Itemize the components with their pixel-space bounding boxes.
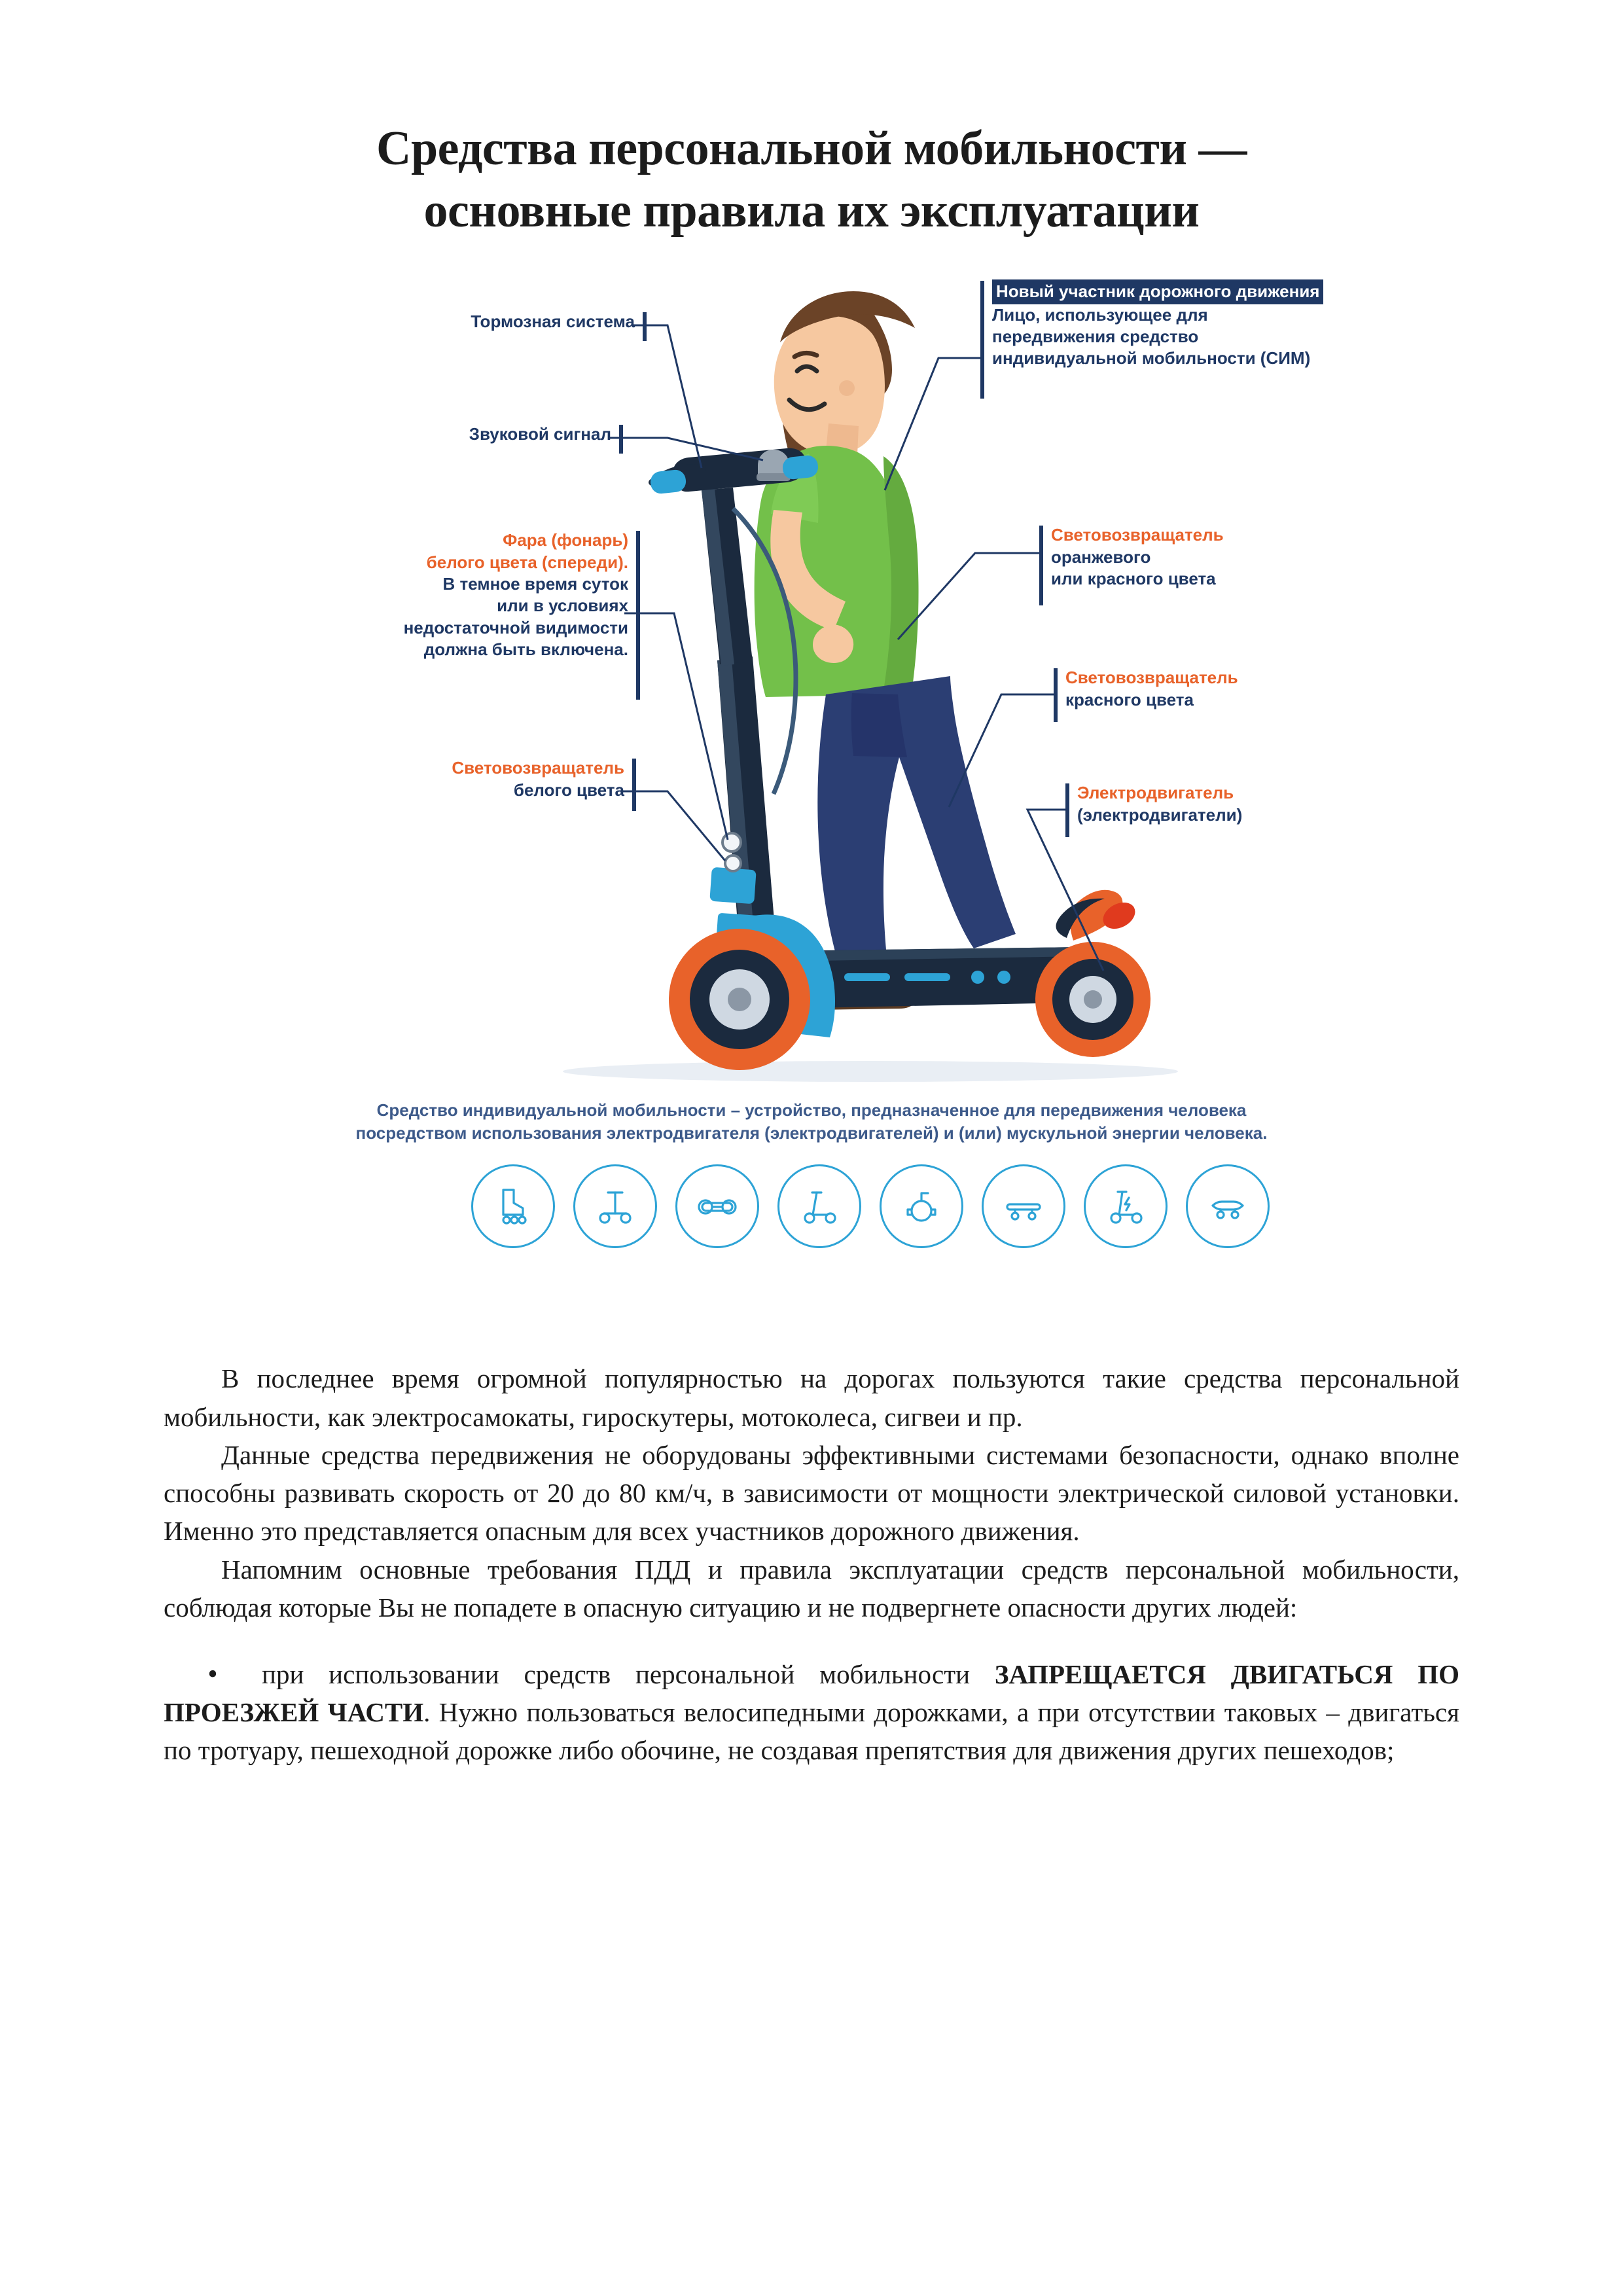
callout-reflector-orange-line-2: оранжевого xyxy=(1051,547,1151,567)
bullet-text-after-bold: . Нужно пользоваться велосипедными дорожками, а при отсутствии таковых – двигаться по тротуару, пешеходной дорожке либо обочине, не создавая препятствия для движения других пешеходов; xyxy=(164,1697,1459,1766)
infographic-definition-line-2: посредством использования электродвигателя (электродвигателей) и (или) мускульной энергии человека. xyxy=(355,1122,1268,1143)
callout-reflector-red xyxy=(1054,667,1419,711)
infographic-illustration xyxy=(216,260,1407,1333)
roller-skates-icon xyxy=(471,1164,555,1248)
callout-sound-signal-label: Звуковой сигнал xyxy=(469,424,611,444)
callout-headlight-body-2: или в условиях xyxy=(497,596,628,616)
hoverboard-icon xyxy=(675,1164,759,1248)
monowheel-icon xyxy=(880,1164,963,1248)
infographic xyxy=(216,260,1407,1333)
infographic-definition-line-1: Средство индивидуальной мобильности – устройство, предназначенное для передвижения человека xyxy=(376,1100,1247,1121)
paragraph-1: В последнее время огромной популярностью на дорогах пользуются такие средства персональной мобильности, как электросамокаты, гироскутеры, мотоколеса, сигвеи и пр. xyxy=(164,1363,1459,1432)
callout-headlight-subtitle: белого цвета (спереди). xyxy=(426,552,628,572)
paragraph-3: Напомним основные требования ПДД и правила эксплуатации средств персональной мобильности, соблюдая которые Вы не попадете в опасную ситуацию и не подвергнете опасности других людей: xyxy=(164,1554,1459,1623)
callout-reflector-red-line-2: красного цвета xyxy=(1065,689,1194,709)
callout-reflector-white-line-2: белого цвета xyxy=(513,780,624,800)
callout-reflector-white-line-1: Световозвращатель xyxy=(452,758,624,778)
electric-scooter-icon xyxy=(1084,1164,1168,1248)
callout-brake-system xyxy=(288,311,647,332)
callout-new-participant-line-2: передвижения средство xyxy=(992,326,1199,346)
callout-motor-line-1: Электродвигатель xyxy=(1077,783,1234,803)
electric-skateboard-icon xyxy=(982,1164,1065,1248)
page-title-line-1: Средства персональной мобильности — xyxy=(376,122,1247,175)
callout-new-participant-badge: Новый участник дорожного движения xyxy=(992,279,1398,304)
segway-icon xyxy=(573,1164,657,1248)
page-title xyxy=(164,118,1459,242)
callout-headlight-body-3: недостаточной видимости xyxy=(403,617,628,637)
bullet-bold-text: ЗАПРЕЩАЕТСЯ ДВИГАТЬСЯ ПО ПРОЕЗЖЕЙ ЧАСТИ xyxy=(164,1659,1459,1728)
longboard-icon xyxy=(1186,1164,1270,1248)
callout-headlight xyxy=(262,529,640,660)
callout-new-participant-line-3: индивидуальной мобильности (СИМ) xyxy=(992,348,1311,368)
callout-headlight-body-1: В темное время суток xyxy=(442,573,628,594)
callout-headlight-body-4: должна быть включена. xyxy=(423,639,628,659)
bullet-item xyxy=(164,1655,1459,1770)
bullet-marker: • xyxy=(207,1657,218,1690)
callout-headlight-title: Фара (фонарь) xyxy=(503,530,628,550)
callout-motor-line-2: (электродвигатели) xyxy=(1077,804,1243,825)
callout-reflector-orange-line-1: Световозвращатель xyxy=(1051,525,1224,545)
callout-sound-signal xyxy=(288,423,623,445)
callout-new-participant-line-1: Лицо, использующее для xyxy=(992,304,1208,325)
callout-reflector-orange xyxy=(1039,524,1404,590)
callout-brake-system-label: Тормозная система xyxy=(471,312,635,332)
infographic-definition xyxy=(223,1099,1400,1144)
callout-reflector-red-line-1: Световозвращатель xyxy=(1065,668,1238,688)
device-icon-row xyxy=(471,1164,1270,1248)
callout-reflector-white xyxy=(275,757,636,801)
body-text xyxy=(164,1359,1459,1769)
bullet-text-before-bold: при использовании средств персональной мобильности xyxy=(262,1659,995,1689)
callout-reflector-orange-line-3: или красного цвета xyxy=(1051,568,1216,588)
page-title-line-2: основные правила их эксплуатации xyxy=(423,183,1200,238)
kick-scooter-icon xyxy=(777,1164,861,1248)
callout-motor xyxy=(1065,782,1404,826)
paragraph-2: Данные средства передвижения не оборудованы эффективными системами безопасности, однако вполне способны развивать скорость от 20 до 80 км/ч, в зависимости от мощности электрической силовой установки. Именно это предстaвляется опасным для всех участников дорожного движения. xyxy=(164,1439,1459,1547)
callout-new-participant xyxy=(980,279,1398,369)
